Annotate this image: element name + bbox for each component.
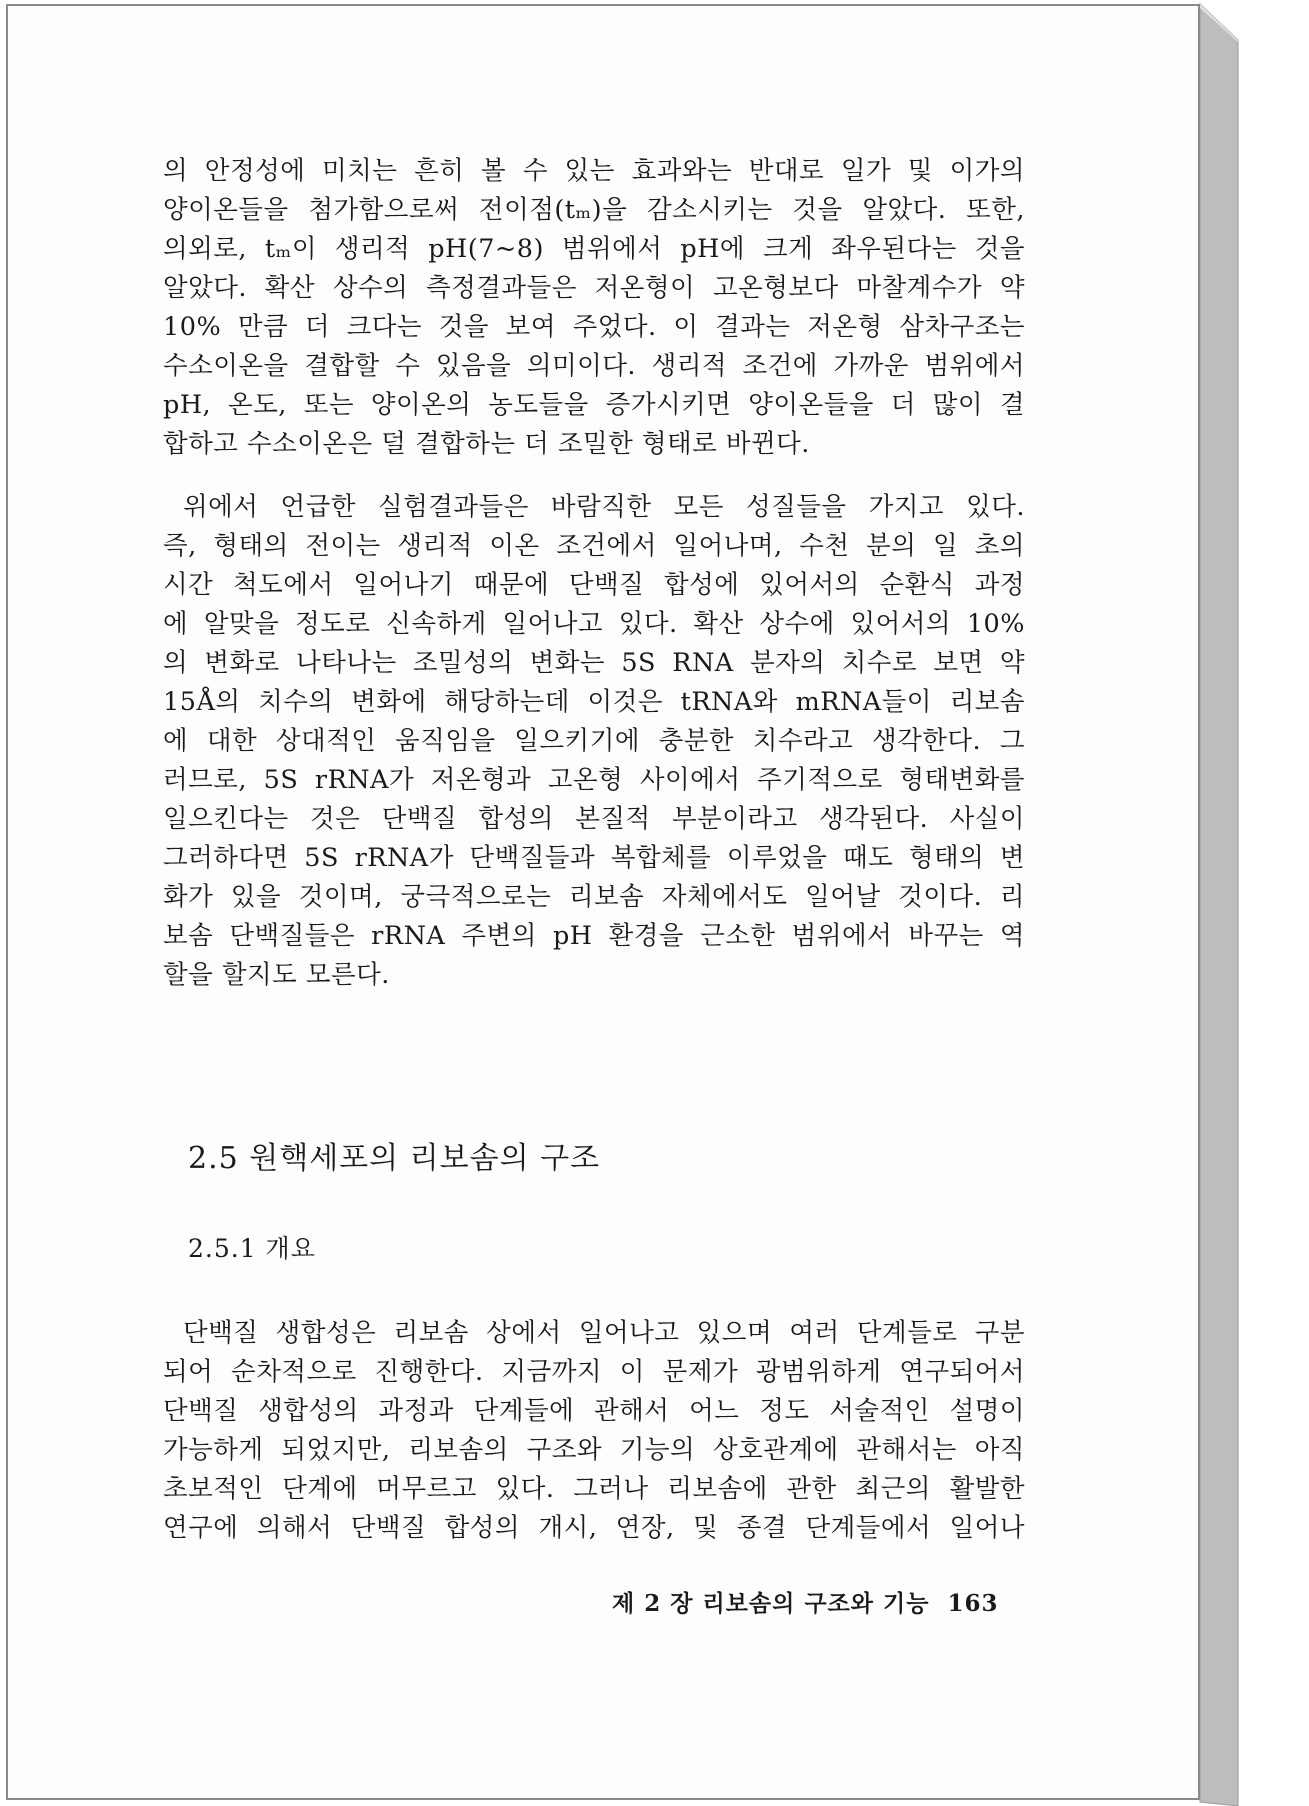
text-line: 의 안정성에 미치는 흔히 볼 수 있는 효과와는 반대로 일가 및 이가의 xyxy=(163,156,1025,186)
text-line: 10% 만큼 더 크다는 것을 보여 주었다. 이 결과는 저온형 삼차구조는 xyxy=(163,312,1025,342)
text-line: 화가 있을 것이며, 궁극적으로는 리보솜 자체에서도 일어날 것이다. 리 xyxy=(163,882,1025,912)
page-footer xyxy=(612,1585,998,1618)
text-line: 양이온들을 첨가함으로써 전이점(tₘ)을 감소시키는 것을 알았다. 또한, xyxy=(163,195,1025,225)
paragraph-2 xyxy=(163,488,1025,995)
text-line: 수소이온을 결합할 수 있음을 의미이다. 생리적 조건에 가까운 범위에서 xyxy=(163,351,1025,381)
text-line: 연구에 의해서 단백질 합성의 개시, 연장, 및 종결 단계들에서 일어나 xyxy=(163,1513,1025,1543)
text-line: 에 대한 상대적인 움직임을 일으키기에 충분한 치수라고 생각한다. 그 xyxy=(163,726,1025,756)
text-line: 15Å의 치수의 변화에 해당하는데 이것은 tRNA와 mRNA들이 리보솜 xyxy=(163,687,1025,717)
text-line: 시간 척도에서 일어나기 때문에 단백질 합성에 있어서의 순환식 과정 xyxy=(163,570,1025,600)
text-line: 단백질 생합성은 리보솜 상에서 일어나고 있으며 여러 단계들로 구분 xyxy=(183,1318,1025,1348)
text-line: 가능하게 되었지만, 리보솜의 구조와 기능의 상호관계에 관해서는 아직 xyxy=(163,1435,1025,1465)
text-line: 그러하다면 5S rRNA가 단백질들과 복합체를 이루었을 때도 형태의 변 xyxy=(163,843,1025,873)
text-line: 초보적인 단계에 머무르고 있다. 그러나 리보솜에 관한 최근의 활발한 xyxy=(163,1474,1025,1504)
text-line: 위에서 언급한 실험결과들은 바람직한 모든 성질들을 가지고 있다. xyxy=(183,492,1025,522)
text-line: pH, 온도, 또는 양이온의 농도들을 증가시키면 양이온들을 더 많이 결 xyxy=(163,390,1025,420)
text-line: 할을 할지도 모른다. xyxy=(163,960,390,990)
text-line: 의 변화로 나타나는 조밀성의 변화는 5S RNA 분자의 치수로 보면 약 xyxy=(163,648,1025,678)
text-line: 보솜 단백질들은 rRNA 주변의 pH 환경을 근소한 범위에서 바꾸는 역 xyxy=(163,921,1025,951)
footer-chapter-title: 제 2 장 리보솜의 구조와 기능 xyxy=(612,1590,930,1617)
page-number: 163 xyxy=(947,1590,999,1617)
text-line: 즉, 형태의 전이는 생리적 이온 조건에서 일어나며, 수천 분의 일 초의 xyxy=(163,531,1025,561)
text-line: 되어 순차적으로 진행한다. 지금까지 이 문제가 광범위하게 연구되어서 xyxy=(163,1357,1025,1387)
text-line: 알았다. 확산 상수의 측정결과들은 저온형이 고온형보다 마찰계수가 약 xyxy=(163,273,1025,303)
paragraph-1 xyxy=(163,152,1025,464)
text-line: 일으킨다는 것은 단백질 합성의 본질적 부분이라고 생각된다. 사실이 xyxy=(163,804,1025,834)
text-line: 러므로, 5S rRNA가 저온형과 고온형 사이에서 주기적으로 형태변화를 xyxy=(163,765,1025,795)
paragraph-3 xyxy=(163,1314,1025,1548)
section-heading: 2.5 원핵세포의 리보솜의 구조 xyxy=(188,1141,601,1176)
text-line: 에 알맞을 정도로 신속하게 일어나고 있다. 확산 상수에 있어서의 10% xyxy=(163,609,1025,639)
text-line: 단백질 생합성의 과정과 단계들에 관해서 어느 정도 서술적인 설명이 xyxy=(163,1396,1025,1426)
text-line: 의외로, tₘ이 생리적 pH(7~8) 범위에서 pH에 크게 좌우된다는 것을 xyxy=(163,234,1025,264)
subsection-heading: 2.5.1 개요 xyxy=(188,1234,316,1263)
text-line: 합하고 수소이온은 덜 결합하는 더 조밀한 형태로 바뀐다. xyxy=(163,429,810,459)
